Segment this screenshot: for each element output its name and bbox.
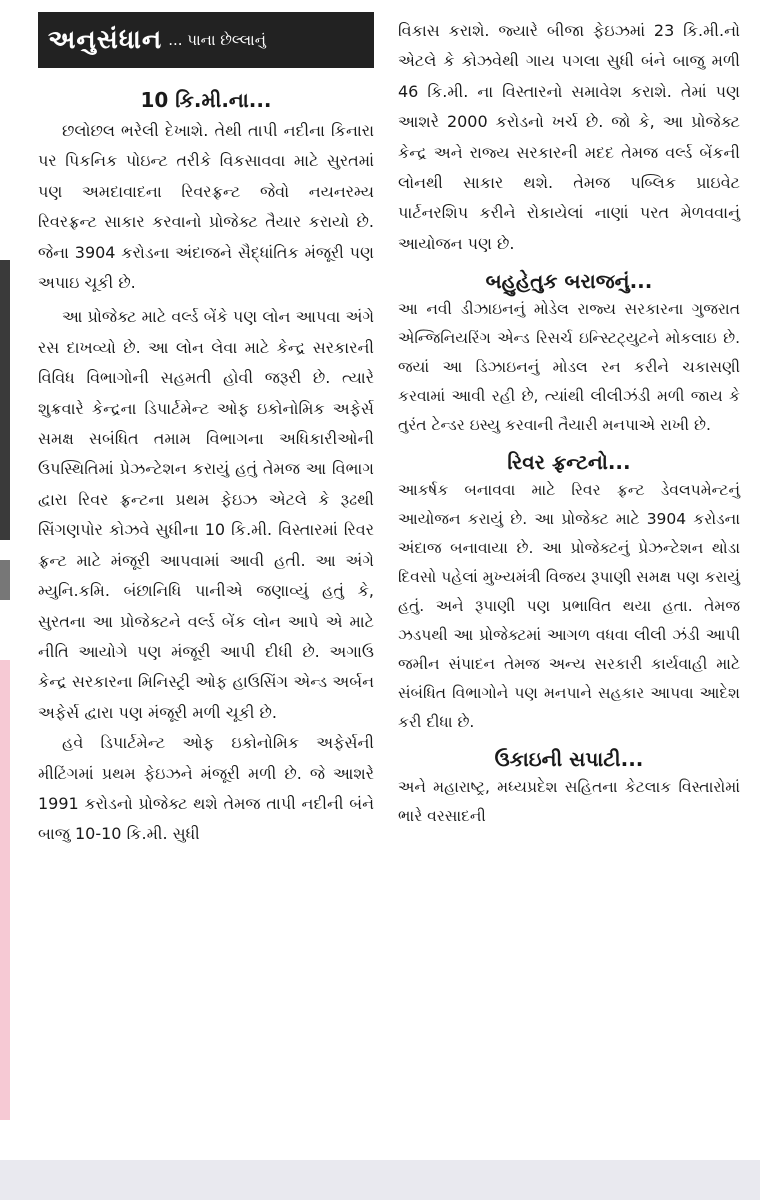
article-paragraph: આ નવી ડીઝાઇનનું મોડેલ રાજ્ય સરકારના ગુજરાત એન્જિનિયરિંગ એન્ડ રિસર્ચ ઇન્સ્ટિટ્યુટને મોકલાઇ છે. જયાં આ ડિઝાઇનનું મોડલ રન કરીને ચકાસણી કરવામાં આવી રહી છે, ત્યાંથી લીલીઝંડી મળી જાય કે તુરંત ટેન્ડર ઇસ્યુ કરવાની તૈયારી મનપાએ રાખી છે. [398,300,740,435]
article-paragraph: વિકાસ કરાશે. જ્યારે બીજા ફેઇઝમાં 23 કિ.મી.નો એટલે કે કોઝવેથી ગાય પગલા સુધી બંને બાજુ મળી 46 કિ.મી. ના વિસ્તારનો સમાવેશ કરાશે. તેમાં પણ આશરે 2000 કરોડનો ખર્ચ છે. જો કે, આ પ્રોજેક્ટ કેન્દ્ર અને રાજ્ય સરકારની મદદ તેમજ વર્લ્ડ બેંકની લોનથી સાકાર થશે. તેમજ પબ્લિક પ્રાઇવેટ પાર્ટનરશિપ કરીને રોકાયેલાં નાણાં પરત મેળવવાનું આયોજન પણ છે. [398,21,741,253]
continuation-banner [38,12,374,68]
section-heading: રિવર ફ્રન્ટનો... [507,450,631,475]
section-heading: 10 કિ.મી.ના... [140,88,272,112]
section-heading: ઉકાઇની સપાટી... [494,747,644,772]
article-paragraph: આકર્ષક બનાવવા માટે રિવર ફ્રન્ટ ડેવલપમેન્ટનું આયોજન કરાયું છે. આ પ્રોજેક્ટ માટે 3904 કરોડના અંદાજ બનાવાયા છે. આ પ્રોજેક્ટનું પ્રેઝન્ટેશન થોડા દિવસો પહેલાં મુખ્યમંત્રી વિજય રૂપાણી સમક્ષ પણ કરાયું હતું. અને રૂપાણી પણ પ્રભાવિત થયા હતા. તેમજ ઝડપથી આ પ્રોજેક્ટમાં આગળ વધવા લીલી ઝંડી આપી જમીન સંપાદન તેમજ અન્ય સરકારી કાર્યવાહી માટે સંબંધિત વિભાગોને પણ મનપાને સહકાર આપવા આદેશ કરી દીધા છે. [398,481,740,732]
article-paragraph: છલોછલ ભરેલી દેખાશે. તેથી તાપી નદીના કિનારા પર પિકનિક પોઇન્ટ તરીકે વિકસાવવા માટે સુરતમાં પણ અમદાવાદના રિવરફ્રન્ટ જેવો નયનરમ્ય રિવરફ્રન્ટ સાકાર કરવાનો પ્રોજેક્ટ તૈયાર કરાયો છે. જેના 3904 કરોડના અંદાજને સૈદ્ધાંતિક મંજૂરી પણ અપાઇ ચૂકી છે. [38,121,374,293]
article-column-left [38,12,374,850]
section-heading: બહુહેતુક બરાજનું... [485,269,653,294]
article-paragraph: અને મહારાષ્ટ્ર, મધ્યપ્રદેશ સહિતના કેટલાક વિસ્તારોમાં ભારે વરસાદની [398,778,740,826]
article-paragraph: હવે ડિપાર્ટમેન્ટ ઓફ ઇકોનોમિક અફેર્સની મીટિંગમાં પ્રથમ ફેઇઝને મંજૂરી મળી છે. જે આશરે 1991 કરોડનો પ્રોજેક્ટ થશે તેમજ તાપી નદીની બંને બાજુ 10-10 કિ.મી. સુધી [38,733,374,844]
article-paragraph: આ પ્રોજેક્ટ માટે વર્લ્ડ બેંકે પણ લોન આપવા અંગે રસ દાખવ્યો છે. આ લોન લેવા માટે કેન્દ્ર સરકારની વિવિધ વિભાગોની સહમતી હોવી જરૂરી છે. ત્યારે શુક્રવારે કેન્દ્રના ડિપાર્ટમેન્ટ ઓફ ઇકોનોમિક અફેર્સ સમક્ષ સબંધિત તમામ વિભાગના અધિકારીઓની ઉપસ્થિતિમાં પ્રેઝન્ટેશન કરાયું હતું તેમજ આ વિભાગ દ્વારા રિવર ફ્રન્ટના પ્રથમ ફેઇઝ એટલે કે રૂઢથી સિંગણપોર કોઝવે સુધીના 10 કિ.મી. વિસ્તારમાં રિવર ફ્રન્ટ માટે મંજૂરી આપવામાં આવી હતી. આ અંગે મ્યુનિ.કમિ. બંછાનિધિ પાનીએ જણાવ્યું હતું કે, સુરતના આ પ્રોજેક્ટને વર્લ્ડ બેંક લોન આપે એ માટે નીતિ આયોગે પણ મંજૂરી આપી દીધી છે. અગાઉ કેન્દ્ર સરકારના મિનિસ્ટ્રી ઓફ હાઉસિંગ એન્ડ અર્બન અફેર્સ દ્વારા પણ મંજૂરી મળી ચૂકી છે. [38,307,374,722]
banner-subtitle: ... પાના છેલ્લાનું [168,31,266,49]
banner-title: અનુસંધાન [48,24,163,55]
adjacent-page-strip [0,0,14,1200]
article-column-right [398,16,740,831]
page-bottom-margin [0,1160,760,1200]
